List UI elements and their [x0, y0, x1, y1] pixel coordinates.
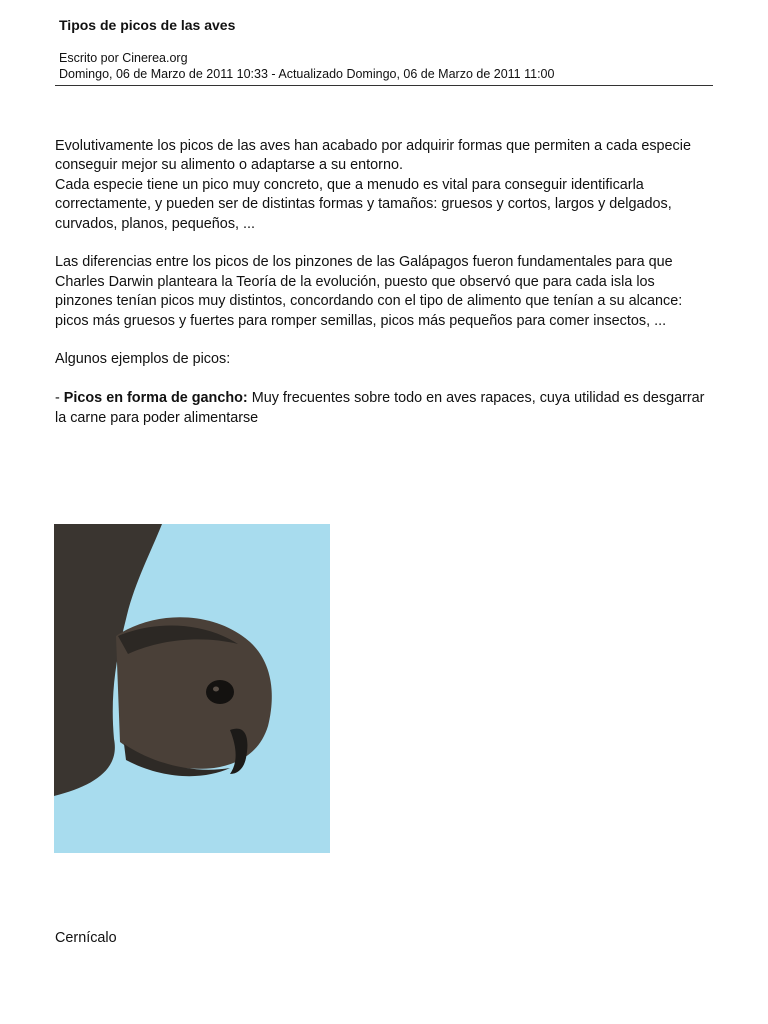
paragraph-darwin: Las diferencias entre los picos de los pinzones de las Galápagos fueron fundamentales para que Charles Darwin planteara la Teoría de la evolución, puesto que observó que para cada isla los pinzones tenían picos muy distintos, concordando con el tipo de alimento que tenían a su alcance: picos más gruesos y fuertes para romper semillas, picos más pequeños para comer insectos, ...: [55, 254, 683, 329]
author-line: Escrito por Cinerea.org: [59, 51, 188, 65]
article-meta: [59, 50, 554, 82]
figure-caption: Cernícalo: [55, 930, 117, 946]
date-line: Domingo, 06 de Marzo de 2011 10:33 - Actualizado Domingo, 06 de Marzo de 2011 11:00: [59, 67, 555, 81]
example-hook-beak: [55, 389, 715, 428]
example-dash: -: [55, 390, 64, 407]
examples-intro: Algunos ejemplos de picos:: [55, 351, 231, 368]
paragraph-species: Cada especie tiene un pico muy concreto, que a menudo es vital para conseguir identificarla correctamente, y pueden ser de distintas formas y tamaños: gruesos y cortos, largos y delgados, curvados, planos, pequeños, ...: [55, 176, 672, 232]
article-body: [55, 137, 715, 428]
example-hook-label: Picos en forma de gancho:: [63, 390, 248, 407]
paragraph-intro: Evolutivamente los picos de las aves han acabado por adquirir formas que permiten a cada especie conseguir mejor su alimento o adaptarse a su entorno.: [55, 138, 691, 174]
example-hook-text: Muy frecuentes sobre todo en aves rapaces, cuya utilidad es desgarrar la carne para poder alimentarse: [55, 390, 705, 426]
header-divider: [55, 85, 713, 86]
kestrel-photo: [54, 524, 330, 853]
article-title: Tipos de picos de las aves: [59, 17, 236, 33]
